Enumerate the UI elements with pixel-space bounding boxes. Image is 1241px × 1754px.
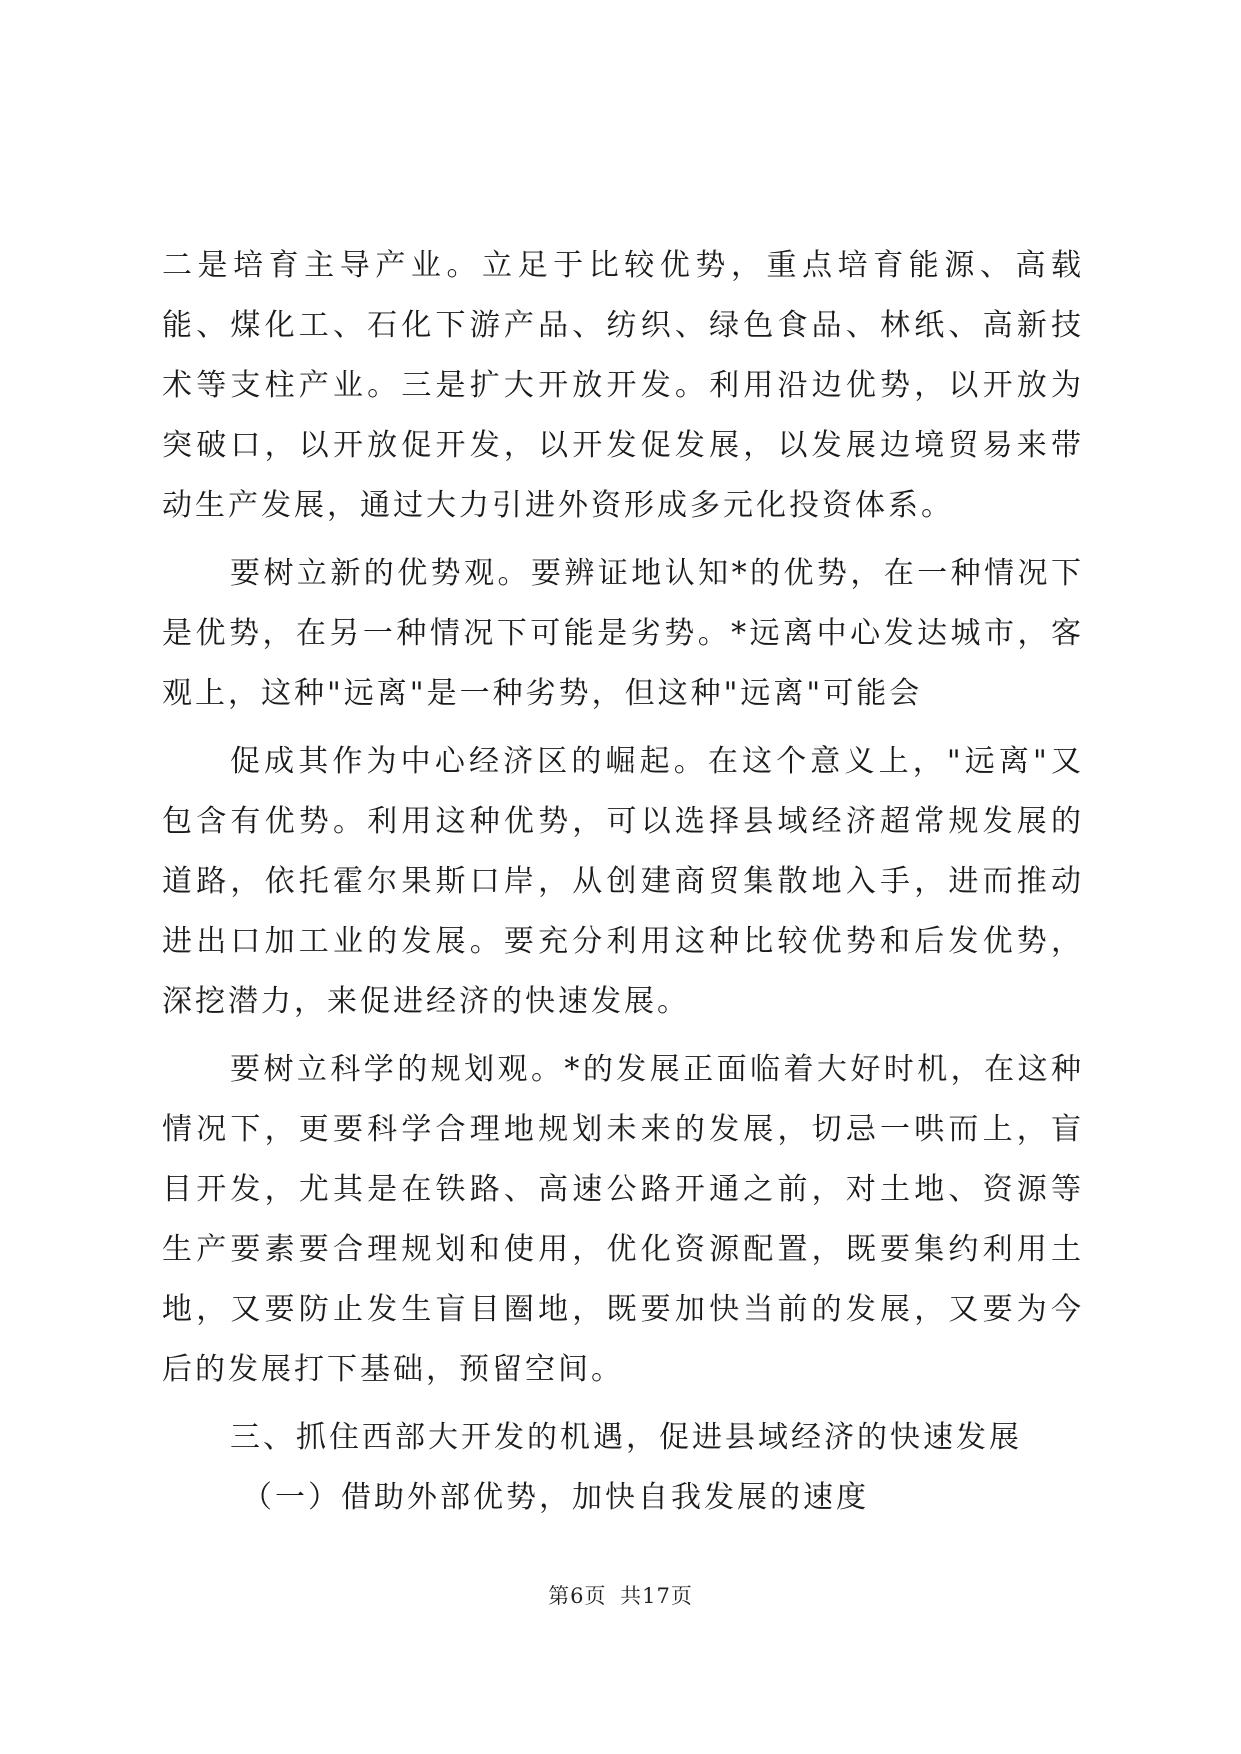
paragraph-leading-industries: 二是培育主导产业。立足于比较优势，重点培育能源、高载能、煤化工、石化下游产品、纺织、绿色食品、林纸、高新技术等支柱产业。三是扩大开放开发。利用沿边优势，以开放为突破口，以开放促开发，以开发促发展，以发展边境贸易来带动生产发展，通过大力引进外资形成多元化投资体系。	[162, 248, 1084, 523]
paragraph-remoteness-advantage: 促成其作为中心经济区的崛起。在这个意义上，"远离"又包含有优势。利用这种优势，可以选择县域经济超常规发展的道路，依托霍尔果斯口岸，从创建商贸集散地入手，进而推动进出口加工业的发展。要充分利用这种比较优势和后发优势，深挖潜力，来促进经济的快速发展。	[162, 744, 1084, 1019]
page-footer	[0, 1580, 1241, 1610]
paragraph-advantage-view: 要树立新的优势观。要辨证地认知*的优势，在一种情况下是优势，在另一种情况下可能是劣势。*远离中心发达城市，客观上，这种"远离"是一种劣势，但这种"远离"可能会	[162, 556, 1084, 711]
page-number: 第6页	[548, 1584, 607, 1608]
subsection-heading-one: （一）借助外部优势，加快自我发展的速度	[242, 1480, 869, 1515]
page-total: 共17页	[620, 1584, 693, 1608]
paragraph-planning-view: 要树立科学的规划观。*的发展正面临着大好时机，在这种情况下，更要科学合理地规划未来的发展，切忌一哄而上，盲目开发，尤其是在铁路、高速公路开通之前，对土地、资源等生产要素要合理规划和使用，优化资源配置，既要集约利用土地，又要防止发生盲目圈地，既要加快当前的发展，又要为今后的发展打下基础，预留空间。	[162, 1052, 1084, 1387]
section-heading-three: 三、抓住西部大开发的机遇，促进县域经济的快速发展	[230, 1420, 1022, 1455]
document-body	[162, 236, 1084, 1528]
